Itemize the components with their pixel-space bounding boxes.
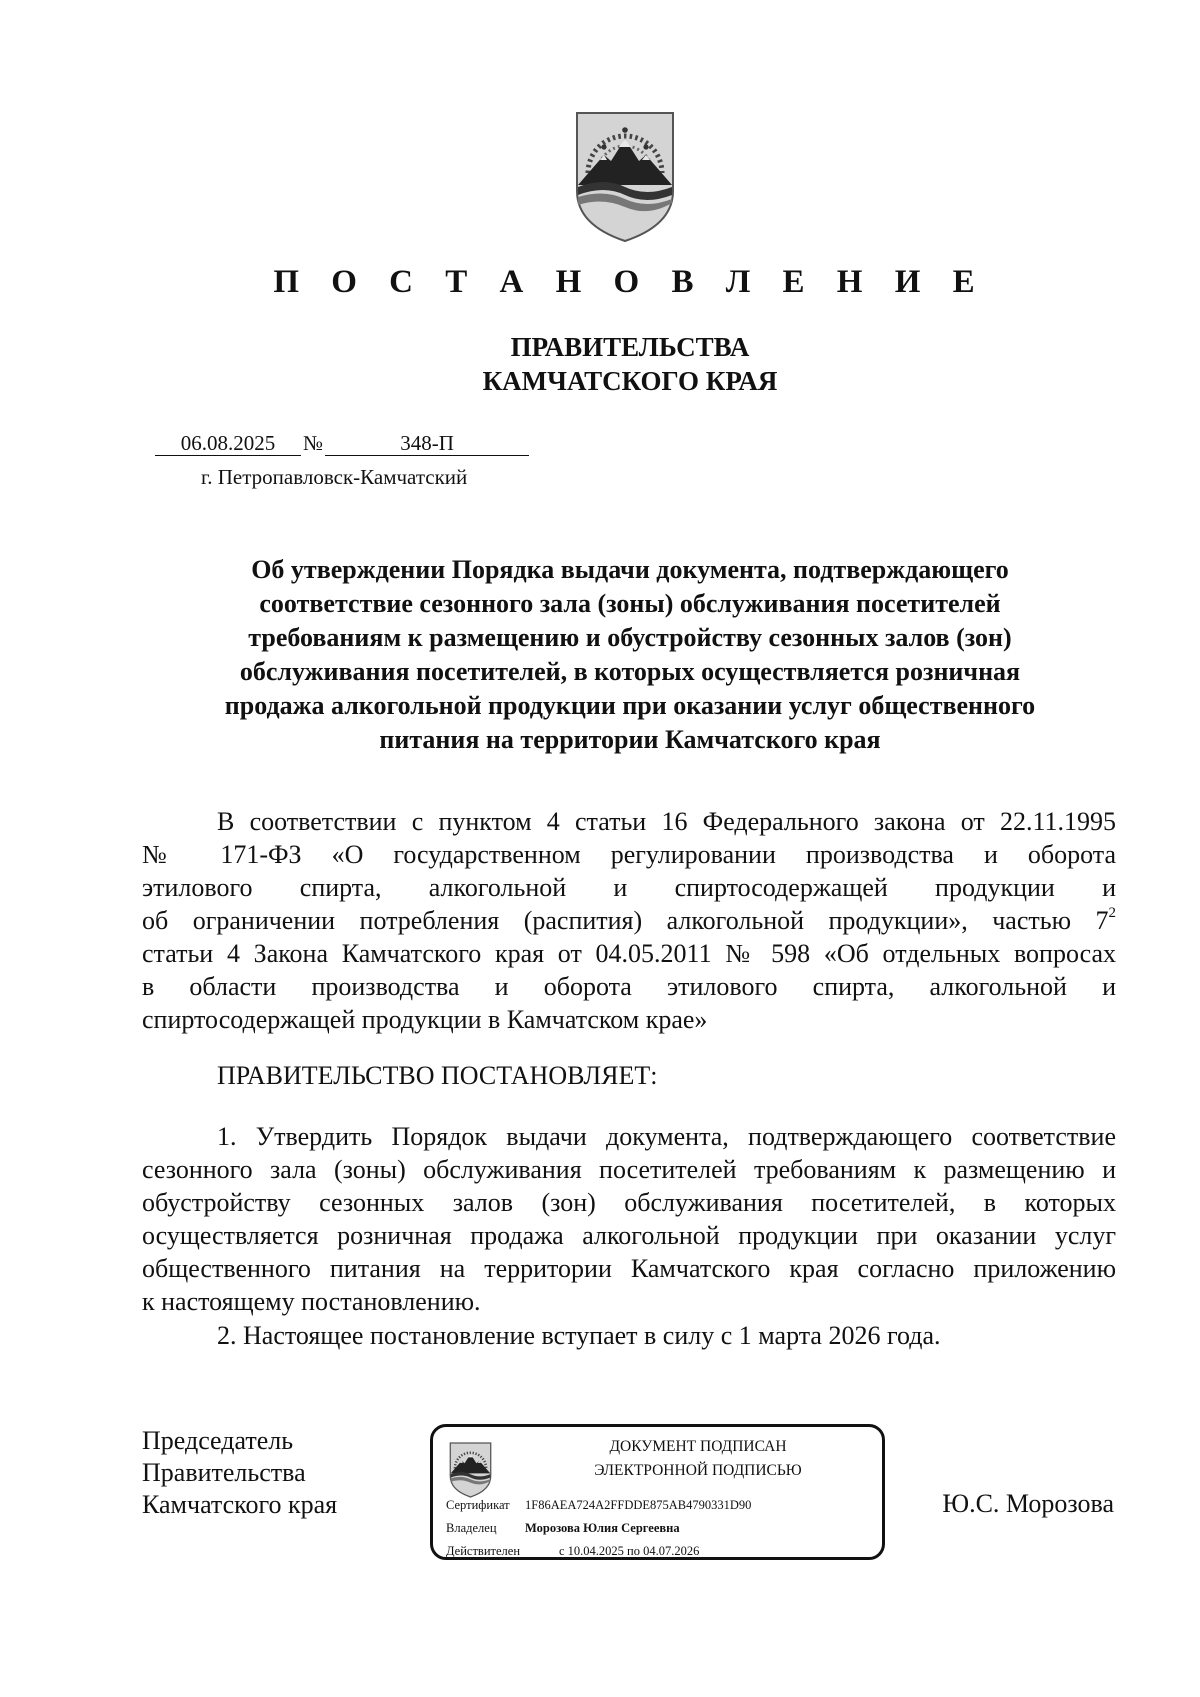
validity-label: Действителен (446, 1544, 521, 1558)
issuer-line: ПРАВИТЕЛЬСТВА (510, 332, 750, 362)
title-line: требованиям к размещению и обустройству сезонных залов (зон) (248, 623, 1012, 652)
stamp-certificate-row (446, 1498, 751, 1513)
signatory-position (142, 1425, 337, 1521)
title-line: обслуживания посетителей, в которых осуществляется розничная (239, 657, 1021, 686)
validity-value: с 10.04.2025 по 04.07.2026 (559, 1544, 700, 1558)
document-title (130, 553, 1130, 757)
owner-label: Владелец (446, 1521, 497, 1535)
stamp-emblem-icon (449, 1441, 492, 1499)
resolves-text: ПРАВИТЕЛЬСТВО ПОСТАНОВЛЯЕТ: (217, 1061, 658, 1090)
resolves-line (142, 1059, 1116, 1092)
item-2-paragraph (142, 1319, 1116, 1352)
title-line: питания на территории Камчатского края (379, 725, 881, 754)
preamble-line (142, 904, 1116, 937)
certificate-label: Сертификат (446, 1498, 510, 1512)
preamble-line: В соответствии с пунктом 4 статьи 16 Федерального закона от 22.11.1995 (217, 807, 1116, 836)
position-line: Камчатского края (142, 1490, 338, 1519)
preamble-line: в области производства и оборота этилового спирта, алкогольной и (142, 972, 1116, 1001)
item-line: 1. Утвердить Порядок выдачи документа, подтверждающего соответствие (217, 1122, 1116, 1151)
issuer-line: КАМЧАТСКОГО КРАЯ (482, 366, 778, 396)
preamble-line: № 171-ФЗ «О государственном регулировании производства и оборота (142, 840, 1116, 869)
document-date: 06.08.2025 (155, 431, 301, 456)
position-line: Председатель (142, 1426, 294, 1455)
document-number: 348-П (325, 431, 529, 456)
item-line: осуществляется розничная продажа алкогольной продукции при оказании услуг (142, 1221, 1116, 1250)
city-line: г. Петропавловск-Камчатский (201, 465, 468, 489)
item-line: к настоящему постановлению. (142, 1287, 481, 1316)
position-line: Правительства (142, 1458, 306, 1487)
superscript: 2 (1108, 905, 1116, 921)
preamble-line-text: об ограничении потребления (распития) алкогольной продукции», частью 7 (142, 906, 1109, 935)
preamble-paragraph (142, 805, 1116, 1036)
kamchatka-coat-of-arms-icon (574, 111, 676, 243)
item-line: обустройству сезонных залов (зон) обслуживания посетителей, в которых (142, 1188, 1116, 1217)
owner-value: Морозова Юлия Сергеевна (525, 1521, 680, 1535)
issuer-heading (0, 330, 1200, 398)
item-1-paragraph (142, 1120, 1116, 1318)
stamp-title (533, 1435, 863, 1483)
item-line: общественного питания на территории Камчатского края согласно приложению (142, 1254, 1116, 1283)
title-line: Об утверждении Порядка выдачи документа, подтверждающего (251, 555, 1009, 584)
stamp-owner-row (446, 1521, 680, 1536)
preamble-line: статьи 4 Закона Камчатского края от 04.05.2011 № 598 «Об отдельных вопросах (142, 939, 1116, 968)
number-sign: № (303, 431, 324, 455)
certificate-value: 1F86AEA724A2FFDDE875AB4790331D90 (525, 1498, 752, 1512)
signatory-name: Ю.С. Морозова (942, 1489, 1114, 1518)
stamp-validity-row (446, 1544, 699, 1559)
date-number-line (155, 431, 529, 456)
electronic-signature-stamp (430, 1424, 885, 1560)
preamble-line: спиртосодержащей продукции в Камчатском крае» (142, 1005, 708, 1034)
stamp-title-line: ДОКУМЕНТ ПОДПИСАН (609, 1438, 787, 1455)
item-line: 2. Настоящее постановление вступает в силу с 1 марта 2026 года. (217, 1321, 941, 1350)
preamble-line: этилового спирта, алкогольной и спиртосодержащей продукции и (142, 873, 1116, 902)
item-line: сезонного зала (зоны) обслуживания посетителей требованиям к размещению и (142, 1155, 1116, 1184)
document-type-heading: П О С Т А Н О В Л Е Н И Е (273, 264, 987, 300)
title-line: продажа алкогольной продукции при оказании услуг общественного (224, 691, 1036, 720)
stamp-title-line: ЭЛЕКТРОННОЙ ПОДПИСЬЮ (594, 1462, 802, 1479)
title-line: соответствие сезонного зала (зоны) обслуживания посетителей (259, 589, 1001, 618)
